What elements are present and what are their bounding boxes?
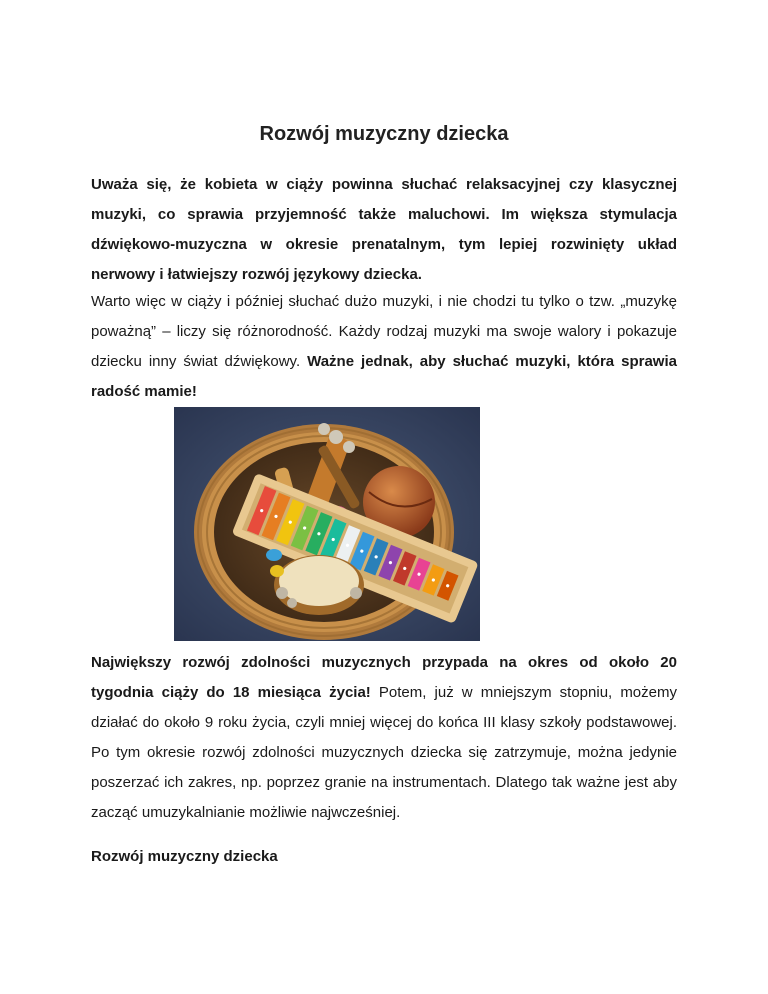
third-paragraph-text: Potem, już w mniejszym stopniu, możemy działać do około 9 roku życia, czyli mniej więcej do końca III klasy szkoły podstawowej. Po tym okresie rozwój zdolności muzycznych dziecka się zatrzymuje, można jedynie poszerzać ich zakres, np. poprzez granie na instrumentach. Dlatego tak ważne jest aby zacząć umuzykalnianie możliwie najwcześniej.: [91, 684, 677, 821]
third-paragraph-bold: Największy rozwój zdolności muzycznych przypada na okres od około 20 tygodnia ciąży do 18 miesiąca życia!: [91, 654, 677, 701]
basket-of-instruments-photo: [174, 407, 480, 641]
section-subheading: Rozwój muzyczny dziecka: [91, 848, 278, 865]
third-paragraph: [91, 648, 677, 828]
instruments-photo: [174, 407, 480, 641]
intro-bold-text: Uważa się, że kobieta w ciąży powinna słuchać relaksacyjnej czy klasycznej muzyki, co sprawia przyjemność także maluchowi. Im większa stymulacja dźwiękowo-muzyczna w okresie prenatalnym, tym lepiej rozwinięty układ nerwowy i łatwiejszy rozwój językowy dziecka.: [91, 176, 677, 283]
second-paragraph-bold: Ważne jednak, aby słuchać muzyki, która sprawia radość mamie!: [91, 353, 677, 400]
intro-paragraph: [91, 170, 677, 290]
page-title: Rozwój muzyczny dziecka: [259, 123, 509, 145]
second-paragraph-text: Warto więc w ciąży i później słuchać dużo muzyki, i nie chodzi tu tylko o tzw. „muzykę poważną” – liczy się różnorodność. Każdy rodzaj muzyki ma swoje walory i pokazuje dziecku inny świat dźwiękowy.: [91, 293, 677, 370]
second-paragraph: [91, 287, 677, 407]
